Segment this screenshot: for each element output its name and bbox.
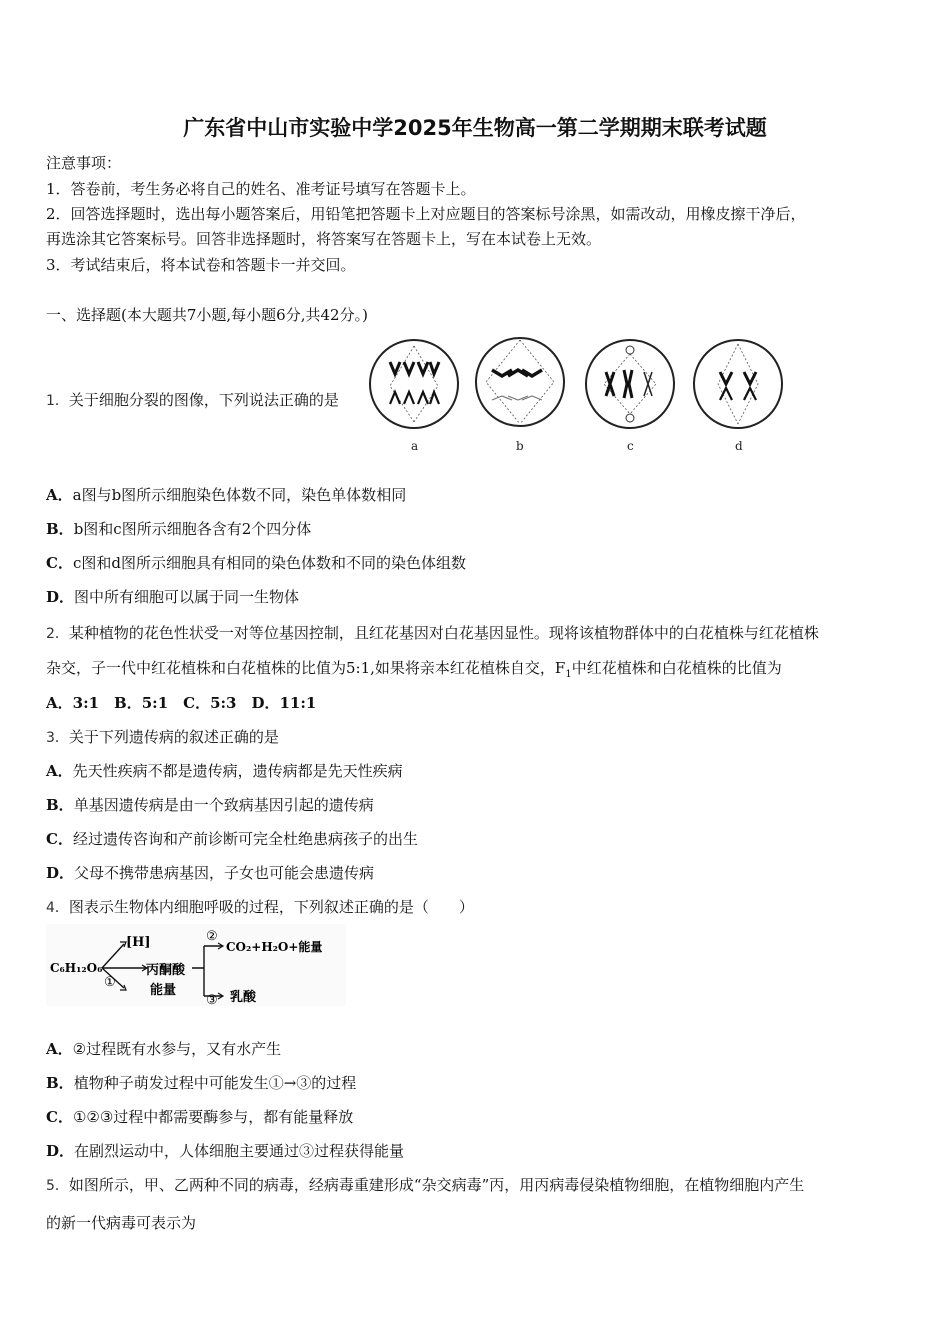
cell-b: [476, 338, 564, 426]
q5-stem-line2: 的新一代病毒可表示为: [46, 1214, 197, 1232]
page-title: 广东省中山市实验中学2025年生物高一第二学期期末联考试题: [183, 116, 767, 140]
cell-a: [370, 340, 458, 428]
q5-number: 5．: [46, 1178, 69, 1194]
cell-c: [586, 340, 674, 428]
q5-stem-line1: 5．如图所示，甲、乙两种不同的病毒，经病毒重建形成“杂交病毒”丙，用丙病毒侵染植物细胞，在植物细胞内产生: [46, 1176, 805, 1194]
step3-marker: ③: [206, 993, 218, 1006]
q2-stem-line2: 杂交，子一代中红花植株和白花植株的比值为5:1,如果将亲本红花植株自交，$F_1$中红花植株和白花植株的比值为: [46, 659, 782, 680]
q2-options: A．3:1 B．5:1 C．5:3 D．11:1: [46, 694, 317, 712]
substrate-label: C₆H₁₂O₆: [50, 961, 103, 975]
q4-stem: 4．图表示生物体内细胞呼吸的过程，下列叙述正确的是（ ）: [46, 898, 474, 916]
label-a: a: [411, 439, 419, 453]
q1-text: 关于细胞分裂的图像，下列说法正确的是: [68, 391, 339, 409]
q1-option-c: C．c图和d图所示细胞具有相同的染色体数和不同的染色体组数: [46, 554, 466, 572]
cell-division-figure: [368, 332, 788, 456]
product3-label: 乳酸: [230, 990, 257, 1005]
section-heading: 一、选择题(本大题共7小题,每小题6分,共42分。): [46, 306, 368, 324]
q4-option-c: C．①②③过程中都需要酶参与，都有能量释放: [46, 1108, 354, 1126]
q4-option-a: A．②过程既有水参与，又有水产生: [46, 1040, 282, 1058]
notice-item-2-cont: 再选涂其它答案标号。回答非选择题时，将答案写在答题卡上，写在本试卷上无效。: [46, 230, 602, 248]
notice-item-1: 1．答卷前，考生务必将自己的姓名、准考证号填写在答题卡上。: [46, 180, 476, 198]
label-d: d: [735, 439, 743, 453]
q1-option-a: A．a图与b图所示细胞染色体数不同，染色单体数相同: [46, 486, 407, 504]
cell-d: [694, 340, 782, 428]
q3-number: 3．: [46, 730, 69, 746]
q1-number: 1．: [46, 393, 69, 409]
pyruvate-label: 丙酮酸: [146, 963, 186, 978]
step2-marker: ②: [206, 929, 218, 944]
q3-option-b: B．单基因遗传病是由一个致病基因引起的遗传病: [46, 796, 374, 814]
energy-label: 能量: [150, 983, 177, 998]
q1-option-b: B．b图和c图所示细胞各含有2个四分体: [46, 520, 312, 538]
q3-option-d: D．父母不携带患病基因，子女也可能会患遗传病: [46, 864, 375, 882]
q3-option-c: C．经过遗传咨询和产前诊断可完全杜绝患病孩子的出生: [46, 830, 418, 848]
respiration-diagram: [46, 924, 346, 1006]
product2-label: CO₂+H₂O+能量: [226, 940, 323, 954]
q3-stem: 3．关于下列遗传病的叙述正确的是: [46, 728, 279, 746]
h-label: [H]: [126, 935, 151, 950]
q1-option-d: D．图中所有细胞可以属于同一生物体: [46, 588, 300, 606]
q4-option-d: D．在剧烈运动中，人体细胞主要通过③过程获得能量: [46, 1142, 405, 1160]
q2-number: 2．: [46, 626, 69, 642]
step1-marker: ①: [104, 975, 116, 990]
notice-item-2: 2．回答选择题时，选出每小题答案后，用铅笔把答题卡上对应题目的答案标号涂黑，如需改动，用橡皮擦干净后，: [46, 205, 806, 223]
q3-option-a: A．先天性疾病不都是遗传病，遗传病都是先天性疾病: [46, 762, 403, 780]
q1-stem: [46, 389, 339, 410]
q2-stem-line1: 2．某种植物的花色性状受一对等位基因控制，且红花基因对白花基因显性。现将该植物群体中的白花植株与红花植株: [46, 624, 819, 642]
notice-item-3: 3．考试结束后，将本试卷和答题卡一并交回。: [46, 256, 356, 274]
q4-number: 4．: [46, 900, 69, 916]
notice-heading: 注意事项：: [46, 154, 122, 172]
label-b: b: [516, 439, 524, 453]
label-c: c: [627, 439, 634, 453]
q4-option-b: B．植物种子萌发过程中可能发生①→③的过程: [46, 1074, 357, 1092]
